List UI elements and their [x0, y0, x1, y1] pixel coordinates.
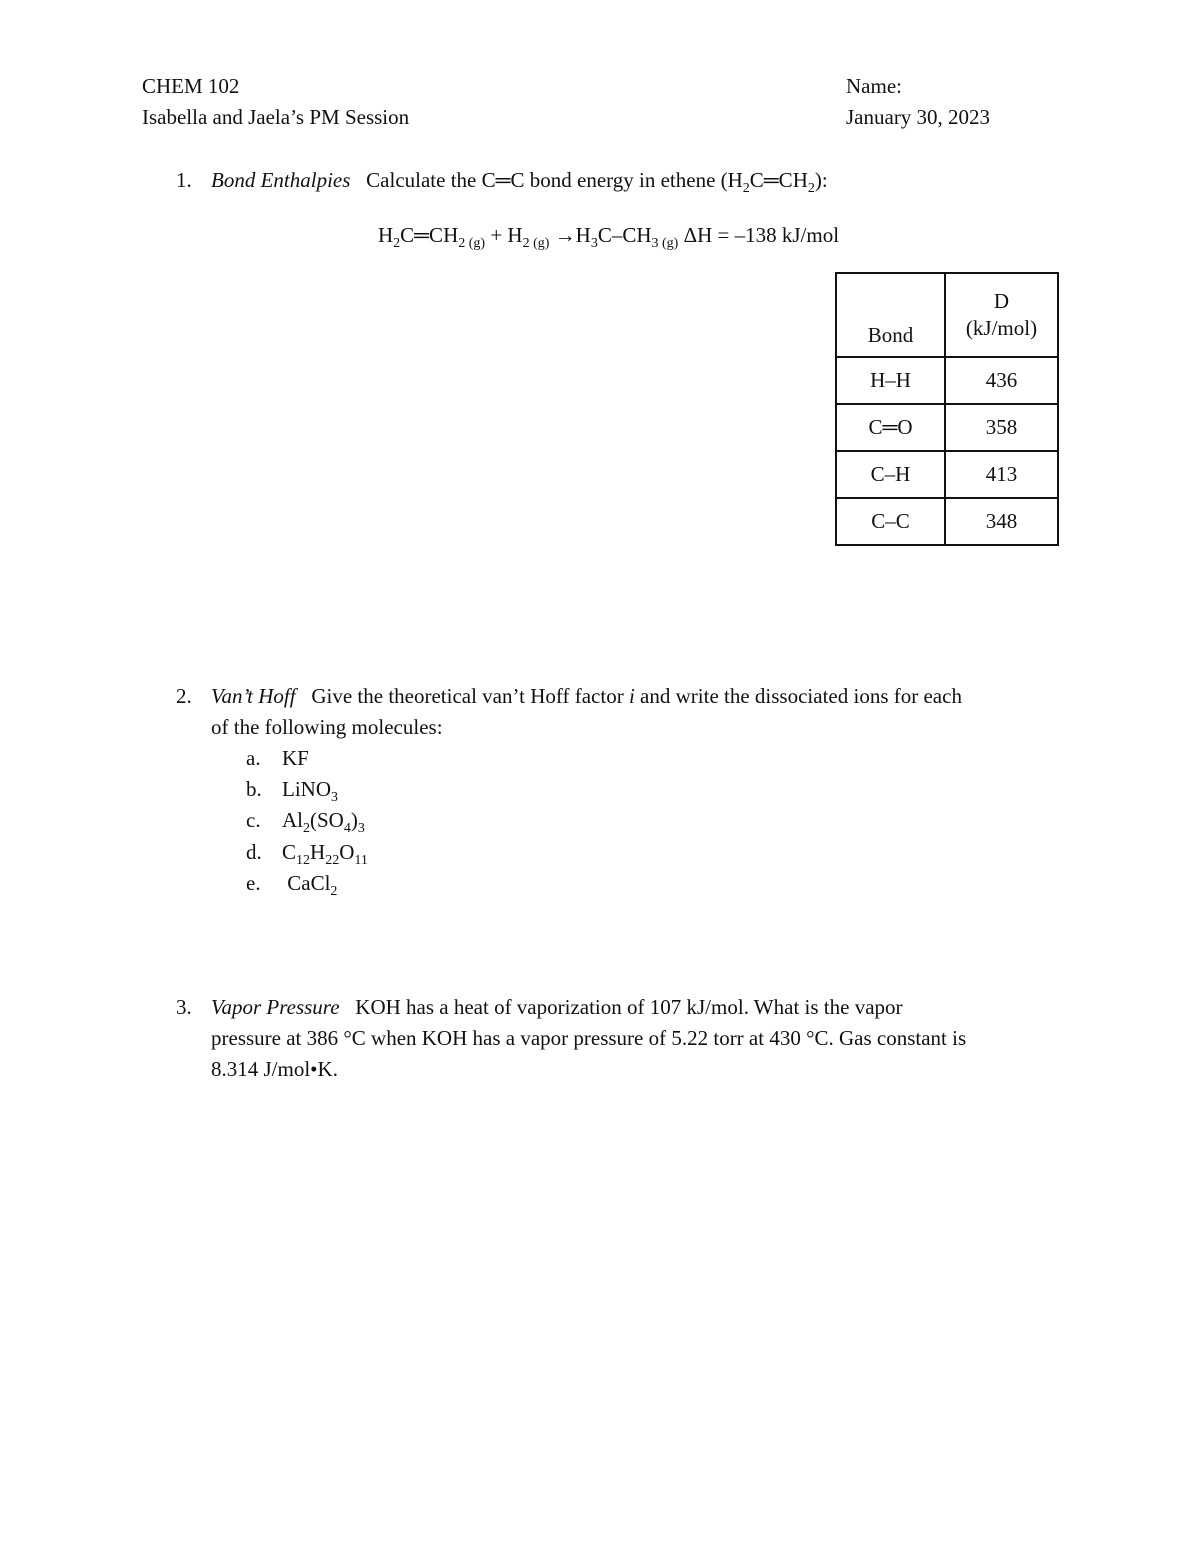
table-row — [836, 498, 1058, 545]
list-item: b. LiNO$_3$ — [246, 777, 338, 805]
bond-energy-table — [835, 272, 1059, 546]
question-number: 1. — [176, 168, 192, 192]
bond-cell: H–H — [836, 357, 945, 404]
table-row — [836, 451, 1058, 498]
reaction-equation: $H_2C═CH_{2 (g)} + H_{2 (g)} \to H_3C-CH_{3 (g)}$ ΔH = –138 kJ/mol — [378, 223, 840, 251]
question-title: Van’t Hoff — [211, 684, 296, 708]
question-3 — [176, 994, 903, 1020]
list-item: d. $C_{12}H_{22}O_{11}$ — [246, 840, 368, 868]
energy-cell: 358 — [945, 404, 1058, 451]
question-number: 3. — [176, 995, 192, 1019]
question-prompt-line3: 8.314 J/mol•K. — [211, 1057, 338, 1081]
table-row — [836, 404, 1058, 451]
header-bond: Bond — [836, 273, 945, 357]
list-item: c. $Al_2(SO_4)_3$ — [246, 808, 365, 836]
session-name: Isabella and Jaela’s PM Session — [142, 105, 410, 129]
list-item: e. CaCl$_2$ — [246, 871, 338, 899]
question-prompt-line2: of the following molecules: — [211, 715, 443, 739]
question-2 — [176, 683, 962, 709]
bond-cell: C═O — [836, 404, 945, 451]
list-item: a. KF — [246, 746, 309, 770]
question-prompt: KOH has a heat of vaporization of 107 kJ/mol. What is the vapor — [355, 995, 903, 1019]
question-title: Bond Enthalpies — [211, 168, 351, 192]
name-label: Name: — [846, 74, 902, 98]
energy-cell: 348 — [945, 498, 1058, 545]
table-row — [836, 357, 1058, 404]
question-prompt-line2: pressure at 386 °C when KOH has a vapor pressure of 5.22 torr at 430 °C. Gas constant is — [211, 1026, 967, 1050]
course-code: CHEM 102 — [142, 74, 240, 98]
table-header-row — [836, 273, 1058, 357]
header-energy: D (kJ/mol) — [945, 273, 1058, 357]
question-title: Vapor Pressure — [211, 995, 340, 1019]
energy-cell: 436 — [945, 357, 1058, 404]
question-1 — [176, 167, 828, 196]
bond-cell: C–C — [836, 498, 945, 545]
question-prompt: Calculate the C═C bond energy in ethene $(H_2C═CH_2)$: — [366, 168, 828, 196]
question-number: 2. — [176, 684, 192, 708]
energy-cell: 413 — [945, 451, 1058, 498]
question-prompt: Give the theoretical van’t Hoff factor i and write the dissociated ions for each — [311, 684, 962, 708]
worksheet-date: January 30, 2023 — [846, 105, 991, 129]
bond-cell: C–H — [836, 451, 945, 498]
